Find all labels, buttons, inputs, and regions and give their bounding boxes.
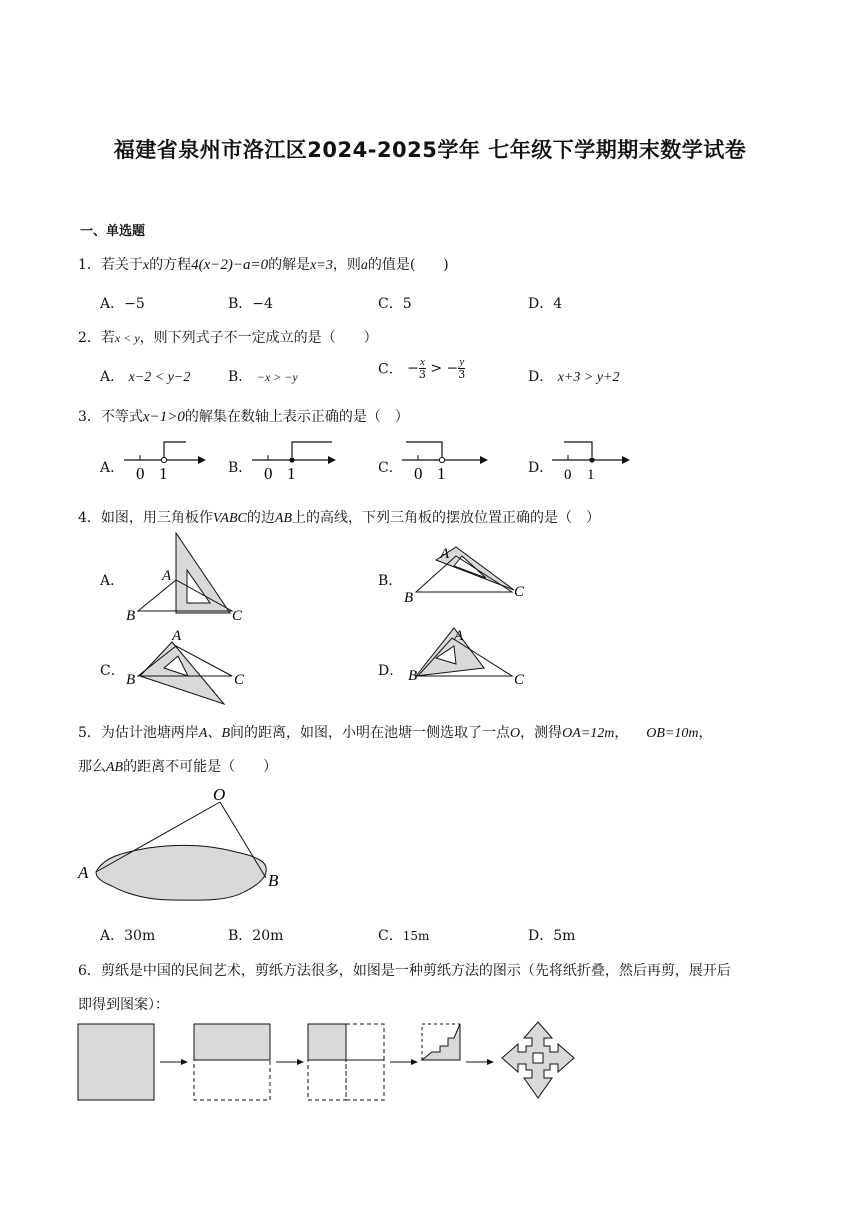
q4-figure-b — [398, 540, 538, 610]
q4-c-vertex-a: A — [172, 628, 182, 644]
section-heading: 一、单选题 — [80, 224, 146, 239]
q5-label-b: B — [268, 871, 279, 890]
q5-label-a: A — [78, 863, 89, 882]
question-3: 3．不等式x−1>0的解集在数轴上表示正确的是（ ） — [78, 409, 409, 425]
q4-figure-a — [120, 530, 260, 626]
q4-b-vertex-c: C — [514, 584, 525, 600]
q4-d-vertex-c: C — [514, 672, 525, 688]
question-2: 2．若x < y，则下列式子不一定成立的是（ ） — [78, 330, 378, 346]
q4-d-vertex-b: B — [408, 668, 418, 684]
q3-option-d-label[interactable]: D． — [528, 460, 554, 476]
q1-option-c[interactable]: C．5 — [378, 296, 412, 312]
q4-option-b-label[interactable]: B． — [378, 573, 403, 589]
q4-a-vertex-b: B — [126, 608, 136, 624]
q4-d-vertex-a: A — [454, 628, 464, 644]
question-5: 5．为估计池塘两岸A、B间的距离，如图，小明在池塘一侧选取了一点O，测得OA=12m， OB=10m， — [78, 725, 713, 741]
q2-option-d[interactable]: D． x+3 > y+2 — [528, 369, 620, 385]
q3-d-zero: 0 — [564, 467, 572, 483]
q3-number-line-c — [396, 436, 496, 484]
q3-option-b-label[interactable]: B． — [228, 460, 253, 476]
q5-label-o: O — [213, 785, 226, 804]
q4-b-vertex-a: A — [440, 546, 450, 562]
q3-a-zero: 0 — [136, 464, 145, 483]
question-6-line-2: 即得到图案）： — [78, 997, 169, 1013]
q3-c-zero: 0 — [414, 464, 423, 483]
question-6: 6．剪纸是中国的民间艺术，剪纸方法很多，如图是一种剪纸方法的图示（先将纸折叠，然后再剪，展开后 — [78, 963, 731, 979]
q3-d-one: 1 — [587, 467, 595, 483]
q6-paper-cutting-figure — [76, 1020, 586, 1104]
q4-option-c-label[interactable]: C． — [100, 663, 125, 679]
q3-b-zero: 0 — [264, 464, 273, 483]
q1-option-d[interactable]: D．4 — [528, 296, 563, 312]
q4-option-d-label[interactable]: D． — [378, 663, 404, 679]
q1-option-b[interactable]: B．−4 — [228, 296, 273, 312]
q4-c-vertex-c: C — [234, 672, 245, 688]
q4-figure-d — [398, 624, 538, 704]
q3-option-c-label[interactable]: C． — [378, 460, 403, 476]
q3-a-one: 1 — [159, 464, 168, 483]
q4-c-vertex-b: B — [126, 672, 136, 688]
q5-option-b[interactable]: B．20m — [228, 928, 284, 944]
q2-option-b[interactable]: B． −x > −y — [228, 369, 298, 385]
q5-option-a[interactable]: A．30m — [100, 928, 156, 944]
q4-a-vertex-c: C — [232, 608, 243, 624]
q5-option-d[interactable]: D．5m — [528, 928, 576, 944]
q1-option-a[interactable]: A．−5 — [100, 296, 145, 312]
q4-figure-c — [120, 628, 260, 708]
question-4: 4．如图，用三角板作VABC的边AB上的高线，下列三角板的摆放位置正确的是（ ） — [78, 510, 600, 526]
q1-equation: 4(x−2)−a=0 — [191, 257, 269, 273]
q2-option-a[interactable]: A． x−2 < y−2 — [100, 369, 191, 385]
q5-pond-figure — [76, 782, 296, 912]
question-1: 1．若关于x的方程4(x−2)−a=0的解是x=3，则a的值是( ) — [78, 257, 449, 273]
q4-option-a-label[interactable]: A． — [100, 573, 125, 589]
q3-number-line-b — [246, 436, 342, 484]
page-title: 福建省泉州市洛江区2024-2025学年 七年级下学期期末数学试卷 — [113, 138, 747, 162]
q4-a-vertex-a: A — [162, 568, 172, 584]
q2-option-c[interactable]: C． − $\frac{x}{3}$ > − $\frac{y}{3}$ — [378, 356, 466, 381]
q3-option-a-label[interactable]: A． — [100, 460, 125, 476]
q3-number-line-a — [118, 436, 210, 484]
question-5-line-2: 那么AB的距离不可能是（ ） — [78, 759, 278, 775]
q5-option-c[interactable]: C．15m — [378, 928, 430, 944]
q3-number-line-d — [546, 436, 636, 484]
q4-b-vertex-b: B — [404, 590, 414, 606]
q3-c-one: 1 — [437, 464, 446, 483]
q3-b-one: 1 — [287, 464, 296, 483]
